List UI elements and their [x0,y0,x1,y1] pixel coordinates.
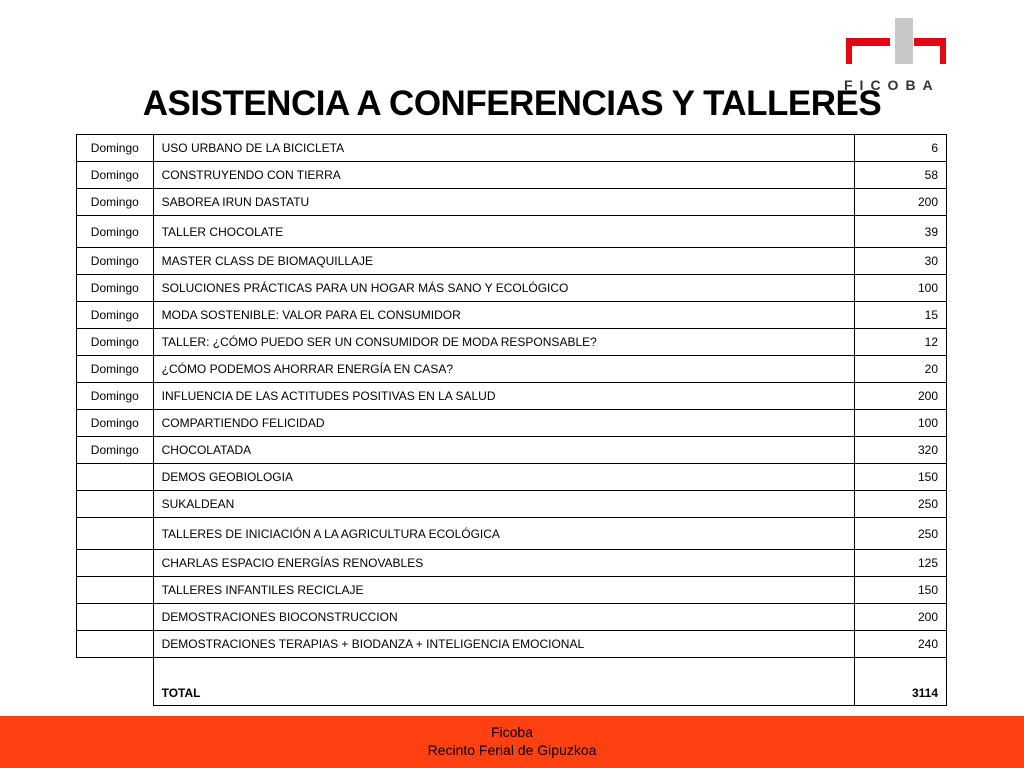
day-cell: Domingo [77,162,154,189]
table-row [77,302,947,329]
event-name-cell: SUKALDEAN [153,491,855,518]
attendance-count-cell: 250 [855,491,947,518]
table-row [77,518,947,550]
attendance-count-cell: 100 [855,410,947,437]
day-cell: Domingo [77,329,154,356]
attendance-count-cell: 20 [855,356,947,383]
day-cell [77,577,154,604]
event-name-cell: INFLUENCIA DE LAS ACTITUDES POSITIVAS EN LA SALUD [153,383,855,410]
attendance-count-cell: 320 [855,437,947,464]
day-cell [77,631,154,658]
attendance-count-cell: 200 [855,604,947,631]
day-cell: Domingo [77,356,154,383]
attendance-count-cell: 200 [855,383,947,410]
table-row [77,189,947,216]
ficoba-logo [840,16,952,93]
day-cell [77,464,154,491]
table-row [77,410,947,437]
logo-text: FICOBA [844,77,940,93]
event-name-cell: TALLER CHOCOLATE [153,216,855,248]
event-name-cell: SABOREA IRUN DASTATU [153,189,855,216]
event-name-cell: ¿CÓMO PODEMOS AHORRAR ENERGÍA EN CASA? [153,356,855,383]
table-row [77,577,947,604]
attendance-count-cell: 150 [855,577,947,604]
table-row [77,248,947,275]
page-title: ASISTENCIA A CONFERENCIAS Y TALLERES [142,84,882,123]
day-cell: Domingo [77,275,154,302]
table-row [77,356,947,383]
table-row [77,135,947,162]
footer-line-2: Recinto Ferial de Gipuzkoa [427,742,597,758]
event-name-cell: MASTER CLASS DE BIOMAQUILLAJE [153,248,855,275]
total-row [77,658,947,706]
footer-line-1: Ficoba [490,724,534,740]
table-row [77,383,947,410]
attendance-count-cell: 58 [855,162,947,189]
event-name-cell: CHARLAS ESPACIO ENERGÍAS RENOVABLES [153,550,855,577]
event-name-cell: SOLUCIONES PRÁCTICAS PARA UN HOGAR MÁS SANO Y ECOLÓGICO [153,275,855,302]
day-cell: Domingo [77,410,154,437]
event-name-cell: CHOCOLATADA [153,437,855,464]
table-row [77,216,947,248]
event-name-cell: DEMOSTRACIONES BIOCONSTRUCCION [153,604,855,631]
day-cell [77,491,154,518]
table-row [77,329,947,356]
attendance-count-cell: 240 [855,631,947,658]
day-cell: Domingo [77,437,154,464]
attendance-count-cell: 6 [855,135,947,162]
footer-bar [0,716,1024,768]
table-row [77,491,947,518]
attendance-count-cell: 150 [855,464,947,491]
event-name-cell: TALLERES DE INICIACIÓN A LA AGRICULTURA ECOLÓGICA [153,518,855,550]
attendance-count-cell: 200 [855,189,947,216]
attendance-count-cell: 125 [855,550,947,577]
table-row [77,275,947,302]
event-name-cell: MODA SOSTENIBLE: VALOR PARA EL CONSUMIDOR [153,302,855,329]
day-cell [77,518,154,550]
table-row [77,631,947,658]
table-row [77,437,947,464]
table-row [77,550,947,577]
event-name-cell: COMPARTIENDO FELICIDAD [153,410,855,437]
day-cell: Domingo [77,189,154,216]
attendance-count-cell: 30 [855,248,947,275]
event-name-cell: TALLER: ¿CÓMO PUEDO SER UN CONSUMIDOR DE MODA RESPONSABLE? [153,329,855,356]
attendance-count-cell: 39 [855,216,947,248]
day-cell: Domingo [77,383,154,410]
day-cell: Domingo [77,302,154,329]
attendance-count-cell: 250 [855,518,947,550]
total-label: TOTAL [153,658,855,706]
event-name-cell: DEMOSTRACIONES TERAPIAS + BIODANZA + INTELIGENCIA EMOCIONAL [153,631,855,658]
event-name-cell: TALLERES INFANTILES RECICLAJE [153,577,855,604]
ficoba-logo-mark [840,16,952,76]
attendance-count-cell: 15 [855,302,947,329]
table-row [77,162,947,189]
total-empty-cell [77,658,154,706]
total-value: 3114 [855,658,947,706]
event-name-cell: USO URBANO DE LA BICICLETA [153,135,855,162]
table-row [77,464,947,491]
day-cell: Domingo [77,135,154,162]
table-row [77,604,947,631]
day-cell [77,550,154,577]
day-cell: Domingo [77,216,154,248]
attendance-count-cell: 12 [855,329,947,356]
attendance-table [76,134,947,706]
attendance-count-cell: 100 [855,275,947,302]
event-name-cell: DEMOS GEOBIOLOGIA [153,464,855,491]
day-cell: Domingo [77,248,154,275]
day-cell [77,604,154,631]
event-name-cell: CONSTRUYENDO CON TIERRA [153,162,855,189]
